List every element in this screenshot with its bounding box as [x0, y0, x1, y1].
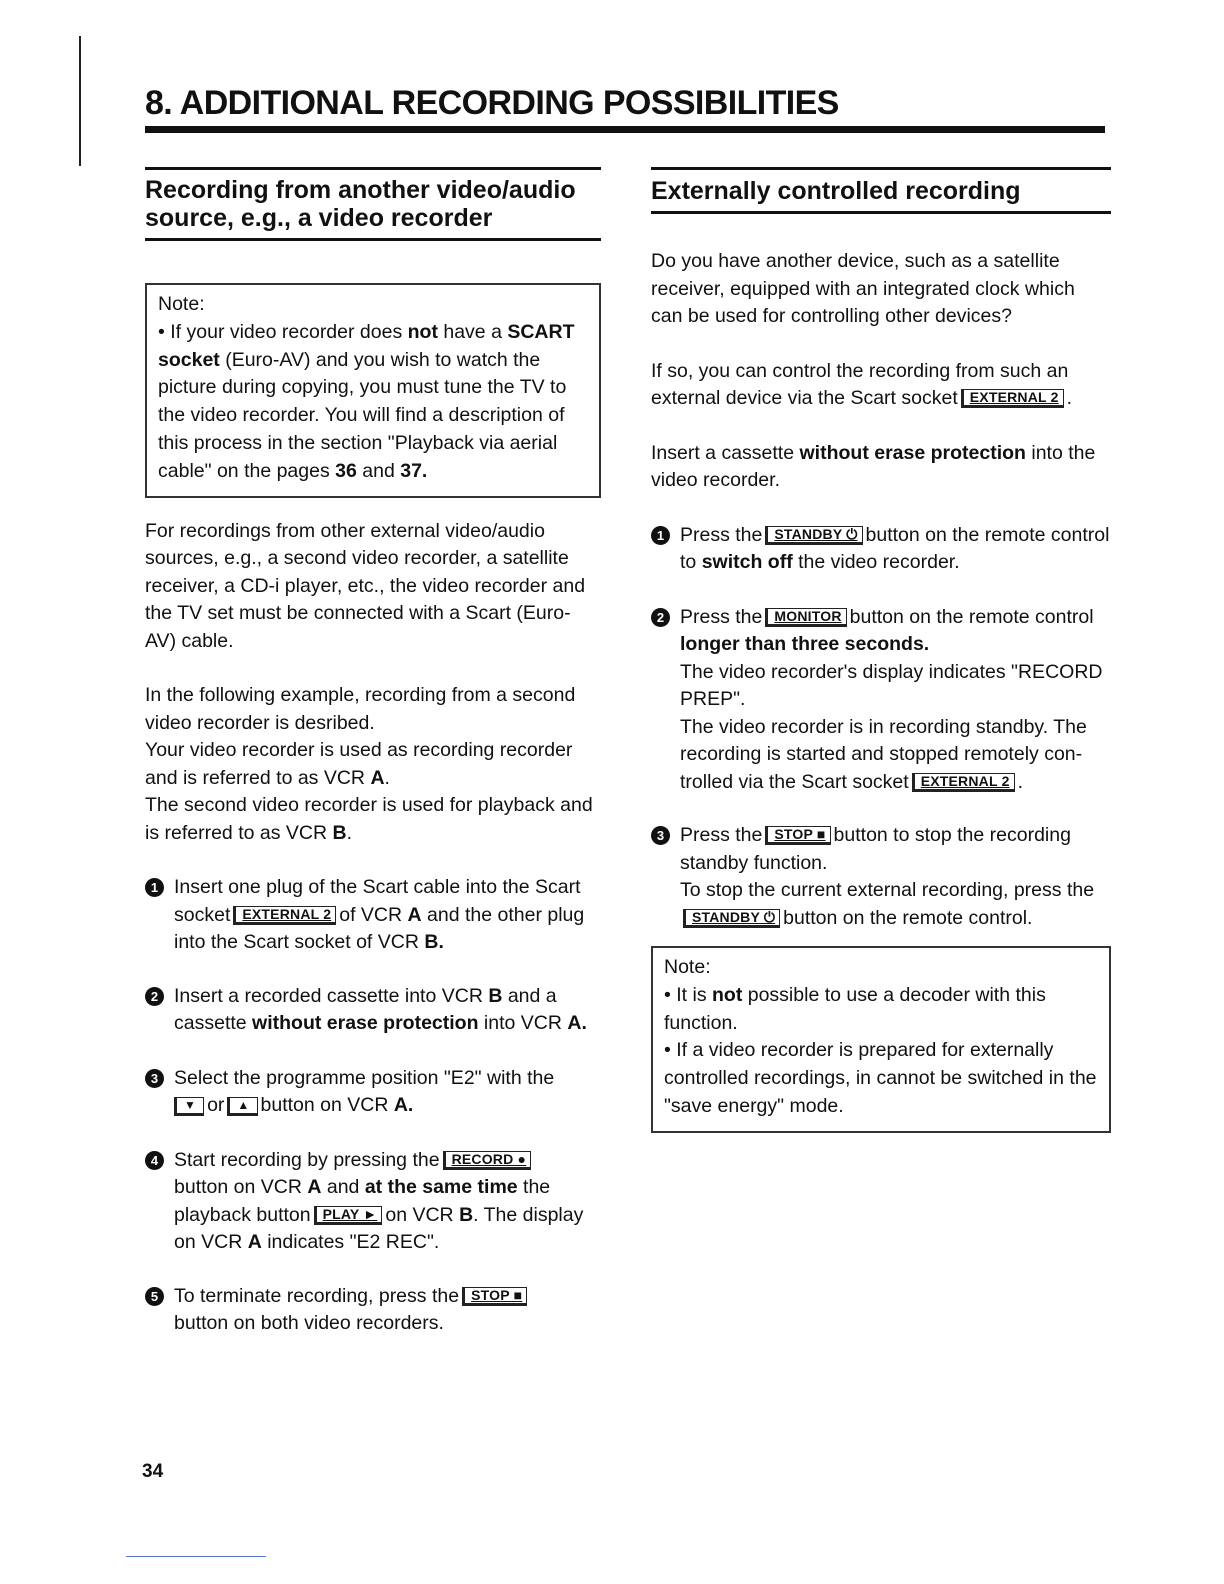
- text-part: . The display on VCR: [174, 1203, 584, 1254]
- text-part: To terminate recording, press the: [174, 1284, 460, 1307]
- bold-part: B: [332, 821, 347, 844]
- right-step-2: [651, 604, 1111, 797]
- text-part: Your video recorder is used as recording recorder and is referred to as VCR: [145, 739, 573, 789]
- text-part: Start recording by pressing the: [174, 1148, 440, 1171]
- text-part: To stop the current external recording, press the: [680, 879, 1095, 901]
- left-note-box: [145, 283, 601, 498]
- text-part: on VCR: [385, 1203, 460, 1226]
- step-number: 2: [145, 987, 164, 1006]
- left-section-heading: [145, 167, 601, 241]
- note-bold: not: [407, 320, 438, 343]
- text-part: or: [207, 1094, 225, 1117]
- text-part: into VCR: [478, 1012, 568, 1035]
- text-part: Insert one plug of the Scart cable into the Scart socket: [174, 876, 581, 926]
- text-part: the playback button: [174, 1176, 551, 1226]
- note-bold: 37.: [400, 459, 428, 482]
- text-part: Insert a recorded cassette into VCR: [174, 984, 489, 1007]
- text-part: into the video recorder.: [651, 441, 1096, 491]
- right-para-3: [651, 440, 1111, 495]
- step-text: The video recorder's display indicates "RECORD PREP".: [680, 660, 1103, 710]
- right-note-box: [651, 946, 1111, 1133]
- step-text: [680, 822, 1111, 877]
- left-step-2: [145, 983, 601, 1038]
- step-text: [680, 714, 1111, 797]
- right-heading: Externally controlled recording: [651, 177, 1021, 205]
- external-2-button-label: EXTERNAL 2: [233, 906, 336, 925]
- note-text: [664, 982, 1099, 1038]
- page-number: 34: [142, 1461, 164, 1482]
- step-number: 4: [145, 1151, 164, 1170]
- bold-part: without erase protection: [252, 1012, 479, 1035]
- right-para-2: [651, 358, 1111, 413]
- left-step-5: [145, 1283, 601, 1338]
- external-2-button-label: EXTERNAL 2: [961, 389, 1064, 408]
- note-label: Note:: [664, 956, 711, 978]
- left-para-1: For recordings from other external video/audio sources, e.g., a second video recorder, a satellite receiver, a CD-i player, etc., the video recorder and the TV set must be connected with a Scart (Euro-AV) cable.: [145, 519, 586, 652]
- bold-part: A.: [567, 1012, 587, 1035]
- step-text: [174, 1065, 601, 1120]
- step-number: 1: [651, 526, 670, 545]
- step-number: 2: [651, 608, 670, 627]
- left-para-4: [145, 792, 601, 847]
- standby-button-label: STANDBY ⏻: [683, 909, 780, 928]
- note-bold: 36: [335, 459, 357, 482]
- stop-button-label: STOP ■: [462, 1287, 527, 1306]
- text-part: • It is: [664, 983, 712, 1006]
- text-part: button on VCR: [260, 1094, 394, 1117]
- text-part: button on the remote control: [849, 605, 1094, 628]
- text-part: Press the: [680, 523, 763, 546]
- page-title: 8. ADDITIONAL RECORDING POSSIBILITIES: [145, 84, 839, 122]
- stop-button-label: STOP ■: [765, 826, 830, 845]
- title-rule: [145, 126, 1105, 133]
- step-number: 3: [651, 826, 670, 845]
- step-text: [680, 604, 1111, 659]
- note-text-part: and: [356, 459, 401, 482]
- bold-part: B.: [424, 931, 444, 954]
- text-part: .: [1017, 770, 1023, 793]
- bold-part: A: [247, 1231, 262, 1254]
- bold-part: A: [407, 903, 422, 926]
- standby-button-label: STANDBY ⏻: [765, 526, 862, 545]
- text-part: button on both video recorders.: [174, 1312, 444, 1335]
- text-part: Press the: [680, 605, 763, 628]
- note-text-part: have a: [437, 320, 508, 343]
- text-part: The video recorder is in recording standby. The recording is started and stopped remotely con-trolled via the Scart socket: [680, 715, 1087, 793]
- text-part: .: [384, 766, 390, 789]
- footer-line: [126, 1556, 266, 1557]
- bold-part: at the same time: [364, 1176, 518, 1199]
- right-step-3: [651, 822, 1111, 932]
- bold-part: A.: [393, 1094, 414, 1117]
- monitor-button-label: MONITOR: [765, 608, 846, 627]
- text-part: .: [1066, 387, 1073, 409]
- text-part: button to stop the recording standby function.: [680, 824, 1071, 874]
- left-heading-line1: Recording from another video/audio: [145, 176, 576, 204]
- bold-part: without erase protection: [799, 441, 1026, 464]
- step-text: [174, 874, 601, 957]
- left-step-3: [145, 1065, 601, 1120]
- note-label: Note:: [158, 293, 205, 315]
- left-step-4: [145, 1147, 601, 1257]
- external-2-button-label: EXTERNAL 2: [912, 773, 1015, 792]
- bold-part: A: [370, 766, 385, 789]
- up-button-label: ▲: [227, 1097, 257, 1116]
- bold-part: longer than three seconds.: [680, 633, 930, 655]
- step-text: [174, 983, 601, 1038]
- note-text: • If a video recorder is prepared for externally controlled recordings, in cannot be switched in the "save energy" mode.: [664, 1039, 1097, 1117]
- text-part: of VCR: [339, 903, 408, 926]
- record-button-label: RECORD ●: [443, 1151, 532, 1170]
- step-text: [174, 1147, 601, 1257]
- play-button-label: PLAY ►: [314, 1206, 383, 1225]
- note-text: [158, 319, 589, 486]
- down-button-label: ▼: [174, 1097, 204, 1116]
- text-part: button on VCR: [174, 1176, 308, 1199]
- text-part: .: [346, 821, 352, 844]
- note-text-part: (Euro-AV) and you wish to watch the picture during copying, you must tune the TV to the video recorder. You will find a description of this process in the section "Playback via aerial cable" on the pages: [158, 348, 567, 482]
- bold-part: A: [307, 1176, 322, 1199]
- right-section-heading: [651, 167, 1111, 214]
- bold-part: not: [712, 983, 743, 1006]
- left-column: [145, 167, 601, 1338]
- left-heading-line2: source, e.g., a video recorder: [145, 204, 493, 232]
- right-para-1: Do you have another device, such as a satellite receiver, equipped with an integrated clock which can be used for controlling other devices?: [651, 250, 1075, 327]
- bold-part: switch off: [701, 551, 793, 573]
- text-part: Press the: [680, 824, 763, 846]
- bold-part: B: [488, 984, 503, 1007]
- step-text: [680, 522, 1111, 577]
- text-part: The second video recorder is used for playback and is referred to as VCR: [145, 794, 593, 844]
- left-step-1: [145, 874, 601, 957]
- margin-line: [79, 36, 81, 166]
- right-step-1: [651, 522, 1111, 577]
- left-para-2: In the following example, recording from a second video recorder is desribed.: [145, 684, 576, 734]
- text-part: the video recorder.: [792, 551, 960, 573]
- bold-part: B: [459, 1203, 474, 1226]
- text-part: and: [321, 1176, 365, 1199]
- text-part: and a cassette: [174, 984, 557, 1035]
- text-part: Select the programme position "E2" with the: [174, 1066, 555, 1089]
- right-column: [651, 167, 1111, 1133]
- text-part: button on the remote control.: [783, 906, 1033, 929]
- note-text-part: • If your video recorder does: [158, 320, 408, 343]
- step-number: 1: [145, 878, 164, 897]
- note-bold: SCART socket: [158, 320, 575, 371]
- step-text: [174, 1283, 601, 1338]
- step-number: 3: [145, 1069, 164, 1088]
- left-para-3: [145, 737, 601, 792]
- text-part: Insert a cassette: [651, 441, 800, 464]
- text-part: If so, you can control the recording from such an external device via the Scart socket: [651, 359, 1069, 409]
- text-part: and the other plug into the Scart socket of VCR: [174, 903, 585, 954]
- step-number: 5: [145, 1287, 164, 1306]
- text-part: indicates "E2 REC".: [261, 1231, 440, 1254]
- text-part: possible to use a decoder with this function.: [664, 983, 1046, 1034]
- text-part: button on the remote control to: [680, 523, 1110, 573]
- step-text: [680, 877, 1111, 932]
